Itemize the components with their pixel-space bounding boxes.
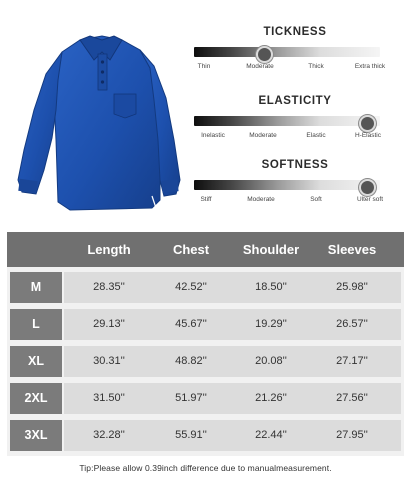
- size-label: XL: [10, 346, 62, 377]
- column-header-length: Length: [87, 242, 131, 257]
- tick-label: Soft: [310, 196, 322, 203]
- attribute-title: SOFTNESS: [261, 159, 329, 171]
- sleeves-value: 26.57'': [336, 318, 368, 330]
- size-chart-table: [7, 232, 404, 456]
- thickness-attribute: [190, 24, 400, 73]
- size-values: [64, 346, 401, 377]
- shoulder-value: 18.50'': [255, 281, 287, 293]
- tick-label: Inelastic: [201, 132, 225, 139]
- product-attributes-panel: [0, 0, 411, 225]
- chest-value: 42.52'': [175, 281, 207, 293]
- shoulder-value: 19.29'': [255, 318, 287, 330]
- column-header-chest: Chest: [172, 242, 210, 257]
- shoulder-value: 21.26'': [255, 392, 287, 404]
- chest-value: 45.67'': [175, 318, 207, 330]
- sleeves-value: 27.95'': [336, 429, 368, 441]
- chest-value: 48.82'': [175, 355, 207, 367]
- length-value: 31.50'': [93, 392, 125, 404]
- tick-label: Moderate: [249, 132, 277, 139]
- shoulder-value: 20.08'': [255, 355, 287, 367]
- attribute-title: TICKNESS: [263, 26, 327, 38]
- elasticity-level-indicator: [359, 115, 376, 132]
- chest-value: 51.97'': [175, 392, 207, 404]
- shoulder-value: 22.44'': [255, 429, 287, 441]
- tick-label: Moderate: [247, 196, 275, 203]
- tick-label: Moderate: [246, 63, 274, 70]
- thickness-level-indicator: [256, 46, 273, 63]
- sleeves-value: 27.17'': [336, 355, 368, 367]
- length-value: 30.31'': [93, 355, 125, 367]
- softness-attribute: [190, 157, 400, 206]
- tick-label: Stiff: [200, 196, 212, 203]
- tick-label: Thin: [197, 63, 211, 70]
- size-values: [64, 309, 401, 340]
- size-values: [64, 420, 401, 451]
- elasticity-scale-labels: [194, 132, 386, 142]
- elasticity-scale-bar: [194, 116, 380, 126]
- size-values: [64, 272, 401, 303]
- tick-label: Thick: [308, 63, 324, 70]
- softness-level-indicator: [359, 179, 376, 196]
- softness-scale-labels: [194, 196, 386, 206]
- tick-label: Extra thick: [354, 63, 386, 70]
- elasticity-attribute: [190, 93, 400, 142]
- size-label: M: [10, 272, 62, 303]
- column-header-shoulder: Shoulder: [242, 242, 300, 257]
- size-label: 2XL: [10, 383, 62, 414]
- measurement-tip: Tip:Please allow 0.39inch difference due to manualmeasurement.: [79, 463, 332, 473]
- sleeves-value: 25.98'': [336, 281, 368, 293]
- size-label: L: [10, 309, 62, 340]
- column-header-sleeves: Sleeves: [327, 242, 377, 257]
- tick-label: Ulter soft: [356, 196, 384, 203]
- sleeves-value: 27.56'': [336, 392, 368, 404]
- size-label: 3XL: [10, 420, 62, 451]
- polo-shirt-image: [10, 30, 190, 215]
- tick-label: Elastic: [306, 132, 326, 139]
- thickness-scale-bar: [194, 47, 380, 57]
- attribute-title: ELASTICITY: [258, 95, 332, 107]
- thickness-scale-labels: [194, 63, 386, 73]
- length-value: 29.13'': [93, 318, 125, 330]
- size-values: [64, 383, 401, 414]
- size-chart-header: [7, 232, 404, 267]
- softness-scale-bar: [194, 180, 380, 190]
- length-value: 28.35'': [93, 281, 125, 293]
- tick-label: H-Elastic: [354, 132, 382, 139]
- length-value: 32.28'': [93, 429, 125, 441]
- chest-value: 55.91'': [175, 429, 207, 441]
